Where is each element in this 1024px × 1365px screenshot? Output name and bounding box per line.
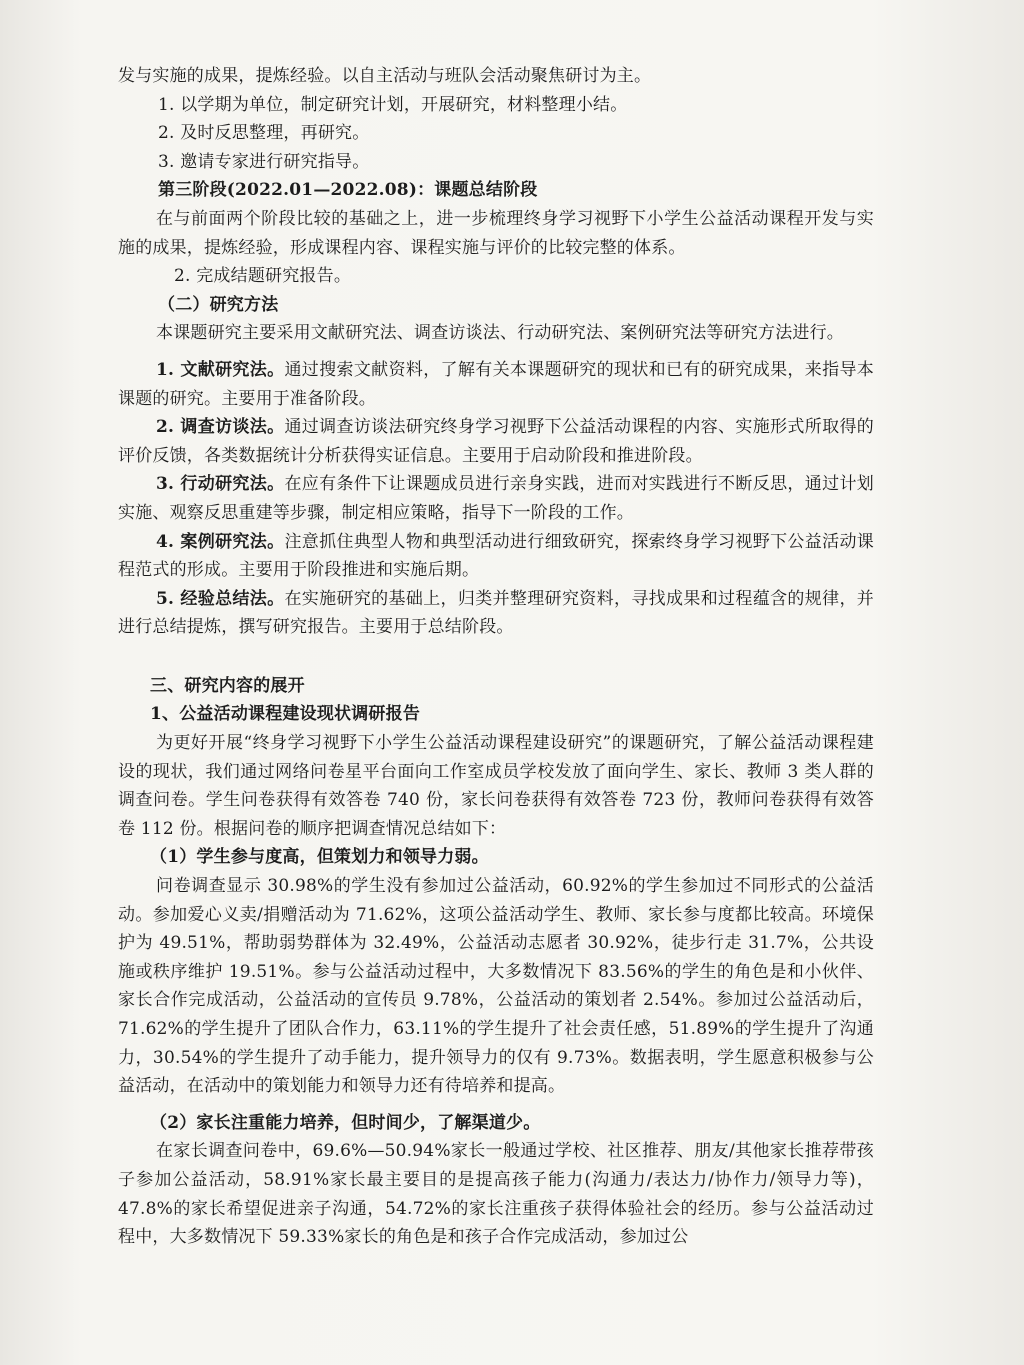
method-paragraph [118,413,874,470]
method-paragraph [118,585,874,642]
method-paragraph [118,528,874,585]
method-text: 在应有条件下让课题成员进行亲身实践，进而对实践进行不断反思，通过计划实施、观察反思重建等步骤，制定相应策略，指导下一阶段的工作。 [118,474,874,523]
method-term: 3. 行动研究法。 [156,474,285,495]
spacer [118,642,874,672]
method-text: 通过调查访谈法研究终身学习视野下公益活动课程的内容、实施形式所取得的评价反馈，各类数据统计分析获得实证信息。主要用于启动阶段和推进阶段。 [118,417,874,466]
list-item: 3. 邀请专家进行研究指导。 [158,151,370,172]
method-paragraph [118,356,874,413]
survey-intro-paragraph: 为更好开展“终身学习视野下小学生公益活动课程建设研究”的课题研究，了解公益活动课程建设的现状，我们通过网络问卷星平台面向工作室成员学校发放了面向学生、家长、教师 3 类人群的调查问卷。学生问卷获得有效答卷 740 份，家长问卷获得有效答卷 723 份，教师问卷获得有效答卷 112 份。根据问卷的顺序把调查情况总结如下： [118,733,874,839]
list-item: 1. 以学期为单位，制定研究计划，开展研究，材料整理小结。 [158,94,628,115]
stage3-paragraph: 在与前面两个阶段比较的基础之上，进一步梳理终身学习视野下小学生公益活动课程开发与实施的成果，提炼经验，形成课程内容、课程实施与评价的比较完整的体系。 [118,208,874,258]
spacer [118,1101,874,1109]
document-body [118,62,874,1252]
paragraph-continued: 发与实施的成果，提炼经验。以自主活动与班队会活动聚焦研讨为主。 [118,66,652,86]
method-text: 注意抓住典型人物和典型活动进行细致研究，探索终身学习视野下公益活动课程范式的形成。主要用于阶段推进和实施后期。 [118,531,874,581]
spacer [118,348,874,356]
method-paragraph [118,470,874,527]
methods-intro: 本课题研究主要采用文献研究法、调查访谈法、行动研究法、案例研究法等研究方法进行。 [156,323,844,344]
list-item: 2. 及时反思整理，再研究。 [158,123,370,144]
list-item: 2. 完成结题研究报告。 [174,266,352,287]
finding1-heading: （1）学生参与度高，但策划力和领导力弱。 [150,847,489,868]
finding2-paragraph: 在家长调查问卷中，69.6%—50.94%家长一般通过学校、社区推荐、朋友/其他家长推荐带孩子参加公益活动，58.91%家长最主要目的是提高孩子能力(沟通力/表达力/协作力/领导力等)，47.8%的家长希望促进亲子沟通，54.72%的家长注重孩子获得体验社会的经历。参与公益活动过程中，大多数情况下 59.33%家长的角色是和孩子合作完成活动，参加过公 [118,1141,874,1248]
method-term: 1. 文献研究法。 [156,359,285,380]
method-term: 4. 案例研究法。 [156,531,285,552]
section3-heading: 三、研究内容的展开 [150,675,305,696]
finding2-heading: （2）家长注重能力培养，但时间少，了解渠道少。 [150,1112,541,1133]
method-text: 通过搜索文献资料，了解有关本课题研究的现状和已有的研究成果，来指导本课题的研究。主要用于准备阶段。 [118,359,874,409]
stage3-heading: 第三阶段(2022.01—2022.08)：课题总结阶段 [158,180,538,201]
finding1-paragraph: 问卷调查显示 30.98%的学生没有参加过公益活动，60.92%的学生参加过不同形式的公益活动。参加爱心义卖/捐赠活动为 71.62%，这项公益活动学生、教师、家长参与度都比较高。环境保护为 49.51%，帮助弱势群体为 32.49%，公益活动志愿者 30.92%，徒步行走 31.7%，公共设施或秩序维护 19.51%。参与公益活动过程中，大多数情况下 83.56%的学生的角色是和小伙伴、家长合作完成活动，公益活动的宣传员 9.78%，公益活动的策划者 2.54%。参加过公益活动后，71.62%的学生提升了团队合作力，63.11%的学生提升了社会责任感，51.89%的学生提升了沟通力，30.54%的学生提升了动手能力，提升领导力的仅有 9.73%。数据表明，学生愿意积极参与公益活动，在活动中的策划能力和领导力还有待培养和提高。 [118,876,874,1097]
method-text: 在实施研究的基础上，归类并整理研究资料，寻找成果和过程蕴含的规律，并进行总结提炼，撰写研究报告。主要用于总结阶段。 [118,588,874,638]
method-term: 5. 经验总结法。 [156,588,285,609]
methods-heading: （二）研究方法 [158,294,279,315]
method-term: 2. 调查访谈法。 [156,417,285,438]
subsection-heading: 1、公益活动课程建设现状调研报告 [150,704,421,725]
